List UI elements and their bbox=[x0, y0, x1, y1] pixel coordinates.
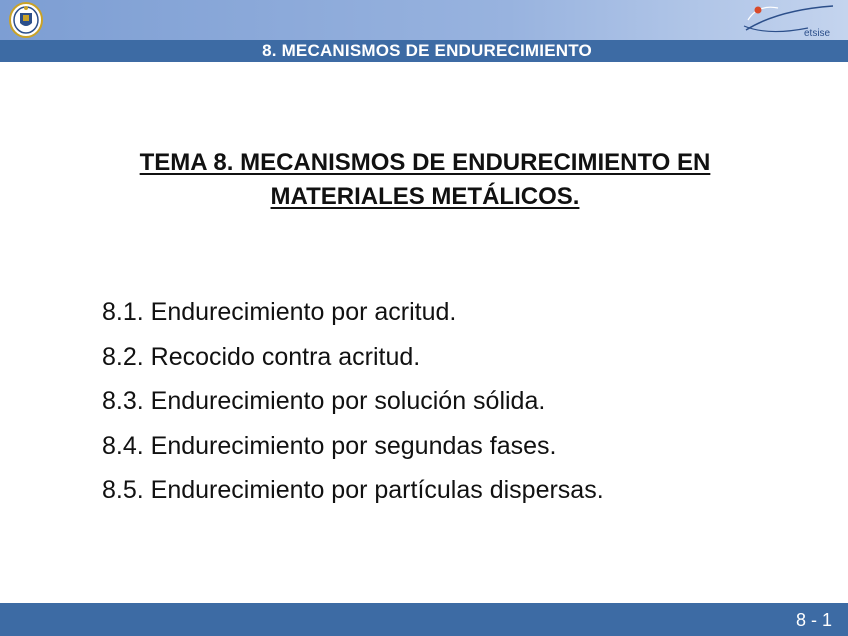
topic-list bbox=[102, 290, 604, 513]
slide-title-line-1: TEMA 8. MECANISMOS DE ENDURECIMIENTO EN bbox=[139, 149, 711, 176]
header-title: 8. MECANISMOS DE ENDURECIMIENTO bbox=[262, 41, 592, 60]
topic-item: 8.1. Endurecimiento por acritud. bbox=[102, 298, 457, 326]
etsise-logo bbox=[738, 0, 838, 40]
footer-bar bbox=[0, 603, 848, 636]
slide-title-line-2: MATERIALES METÁLICOS. bbox=[270, 183, 580, 210]
page-number: 8 - 1 bbox=[795, 610, 832, 630]
topic-item: 8.5. Endurecimiento por partículas dispersas. bbox=[102, 476, 604, 504]
topic-item: 8.4. Endurecimiento por segundas fases. bbox=[102, 431, 557, 460]
etsise-logo-text: etsise bbox=[804, 28, 831, 39]
topic-item: 8.3. Endurecimiento por solución sólida. bbox=[102, 387, 546, 415]
topic-item: 8.2. Recocido contra acritud. bbox=[102, 342, 421, 371]
top-band bbox=[0, 0, 848, 40]
slide-title bbox=[60, 146, 790, 214]
header-bar bbox=[0, 40, 848, 62]
university-seal-logo bbox=[8, 1, 44, 39]
